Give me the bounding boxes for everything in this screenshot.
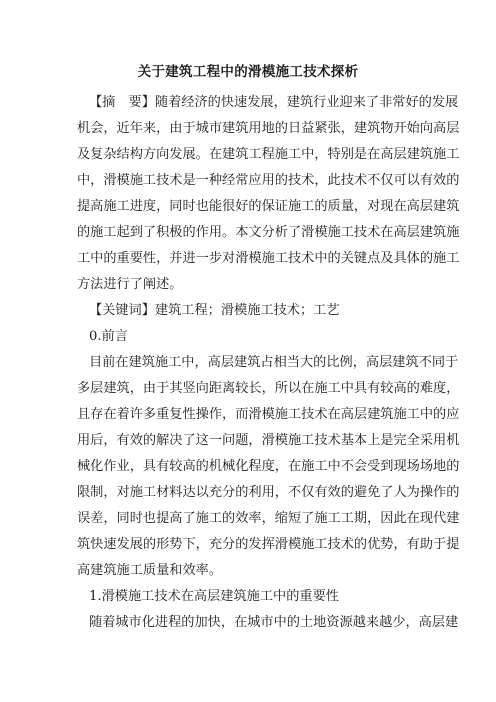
abstract-line: 中，滑模施工技术是一种经常应用的技术，此技术不仅可以有效的 [77, 173, 460, 188]
intro-line: 多层建筑，由于其竖向距离较长，所以在施工中具有较高的难度， [77, 381, 460, 396]
document-title: 关于建筑工程中的滑模施工技术探析 [137, 64, 359, 80]
intro-line: 高建筑施工质量和效率。 [77, 563, 223, 578]
abstract-line: 【摘 要】随着经济的快速发展，建筑行业迎来了非常好的发展 [89, 95, 459, 110]
abstract-line: 及复杂结构方向发展。在建筑工程施工中，特别是在高层建筑施工 [77, 147, 460, 162]
intro-line: 限制，对施工材料达以充分的利用，不仅有效的避免了人为操作的 [77, 485, 460, 500]
section-heading-importance: 1.滑模施工技术在高层建筑施工中的重要性 [89, 589, 339, 604]
abstract-line: 的施工起到了积极的作用。本文分析了滑模施工技术在高层建筑施 [77, 225, 460, 240]
intro-line: 且存在着许多重复性操作，而滑模施工技术在高层建筑施工中的应 [77, 407, 460, 422]
intro-line: 目前在建筑施工中，高层建筑占相当大的比例，高层建筑不同于 [89, 355, 459, 370]
section1-line: 随着城市化进程的加快，在城市中的土地资源越来越少，高层建 [89, 615, 459, 630]
intro-line: 用后，有效的解决了这一问题，滑模施工技术基本上是完全采用机 [77, 433, 460, 448]
abstract-line: 方法进行了阐述。 [77, 277, 183, 292]
intro-line: 械化作业，具有较高的机械化程度，在施工中不会受到现场场地的 [77, 459, 460, 474]
abstract-line: 机会，近年来，由于城市建筑用地的日益紧张，建筑物开始向高层 [77, 121, 460, 136]
abstract-line: 提高施工进度，同时也能很好的保证施工的质量，对现在高层建筑 [77, 199, 460, 214]
keywords-line: 【关键词】建筑工程；滑模施工技术；工艺 [89, 303, 340, 318]
abstract-line: 工中的重要性，并进一步对滑模施工技术中的关键点及具体的施工 [77, 251, 460, 266]
intro-line: 误差，同时也提高了施工的效率，缩短了施工工期，因此在现代建 [77, 511, 460, 526]
intro-line: 筑快速发展的形势下，充分的发挥滑模施工技术的优势，有助于提 [77, 537, 460, 552]
section-heading-preface: 0.前言 [89, 329, 128, 344]
